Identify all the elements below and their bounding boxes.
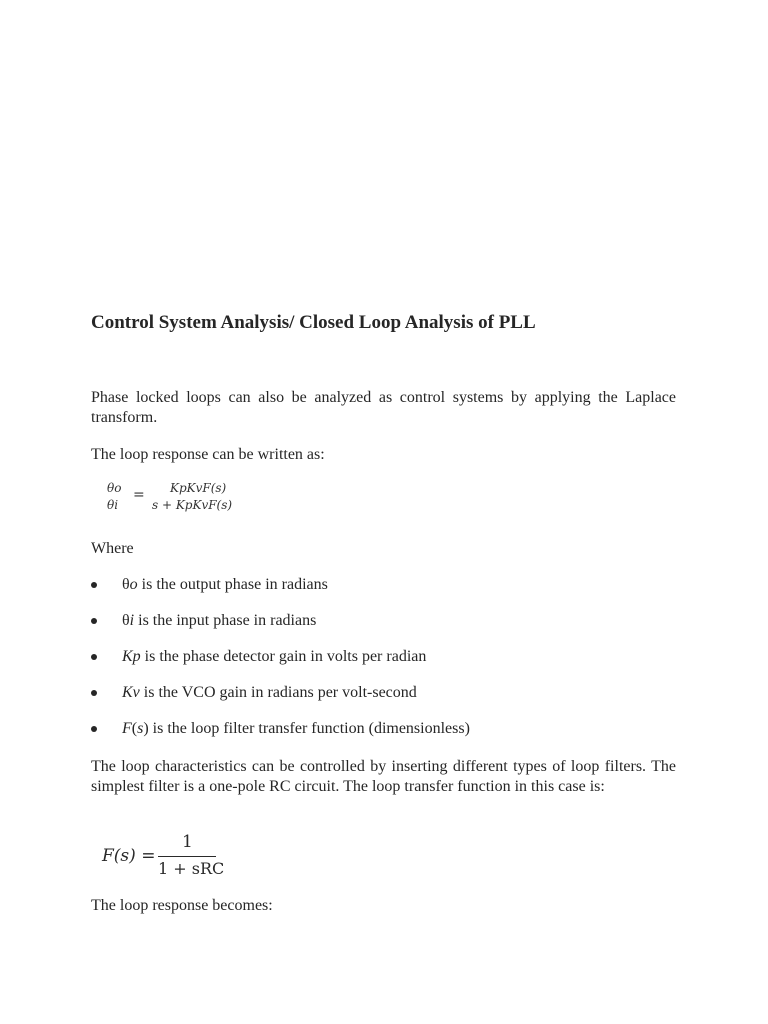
bullet-arg: s [137, 720, 144, 737]
bullet-icon [91, 618, 97, 624]
where-label: Where [91, 540, 134, 557]
equation2-numerator: 1 [182, 832, 193, 852]
list-item [91, 719, 676, 755]
bullet-variable: F [122, 720, 132, 737]
fraction-bar [158, 856, 216, 857]
filter-paragraph: The loop characteristics can be controlled by inserting different types of loop filters. The simplest filter is a one-pole RC circuit. The loop transfer function in this case is: [91, 758, 676, 795]
bullet-icon [91, 654, 97, 660]
loop-becomes-paragraph: The loop response becomes: [91, 897, 273, 914]
equation-equals-sign: = [133, 487, 145, 503]
bullet-text: is the input phase in radians [134, 612, 317, 629]
equation-rhs-numerator: KpKvF(s) [170, 481, 227, 495]
intro-paragraph: Phase locked loops can also be analyzed as control systems by applying the Laplace transform. [91, 389, 676, 426]
bullet-text: is the phase detector gain in volts per radian [140, 648, 427, 665]
equation2-denominator: 1 + sRC [158, 859, 225, 878]
bullet-icon [91, 690, 97, 696]
bullet-text: (s) is the loop filter transfer function (dimensionless) [131, 720, 470, 737]
equation-lhs-denominator: θi [107, 498, 119, 512]
list-item [91, 611, 676, 647]
bullet-icon [91, 726, 97, 732]
bullet-symbol: θ [122, 612, 130, 629]
bullet-variable: Kv [122, 684, 140, 701]
page-title: Control System Analysis/ Closed Loop Analysis of PLL [91, 312, 536, 333]
bullet-text: is the VCO gain in radians per volt-second [139, 684, 417, 701]
closed-loop-equation [106, 481, 276, 515]
list-item [91, 575, 676, 611]
list-item [91, 647, 676, 683]
bullet-text: is the output phase in radians [137, 576, 328, 593]
equation-rhs-denominator: s + KpKvF(s) [152, 498, 233, 512]
equation2-lhs: F(s) = [102, 846, 156, 866]
bullet-symbol: θ [122, 576, 130, 593]
list-item [91, 683, 676, 719]
bullet-variable: Kp [122, 648, 141, 665]
bullet-icon [91, 582, 97, 588]
equation-lhs-numerator: θo [107, 481, 122, 495]
loop-response-intro: The loop response can be written as: [91, 446, 325, 463]
bullet-variable: i [129, 612, 135, 629]
definitions-list [91, 575, 676, 755]
filter-transfer-equation [102, 832, 232, 880]
bullet-variable: o [129, 576, 138, 593]
